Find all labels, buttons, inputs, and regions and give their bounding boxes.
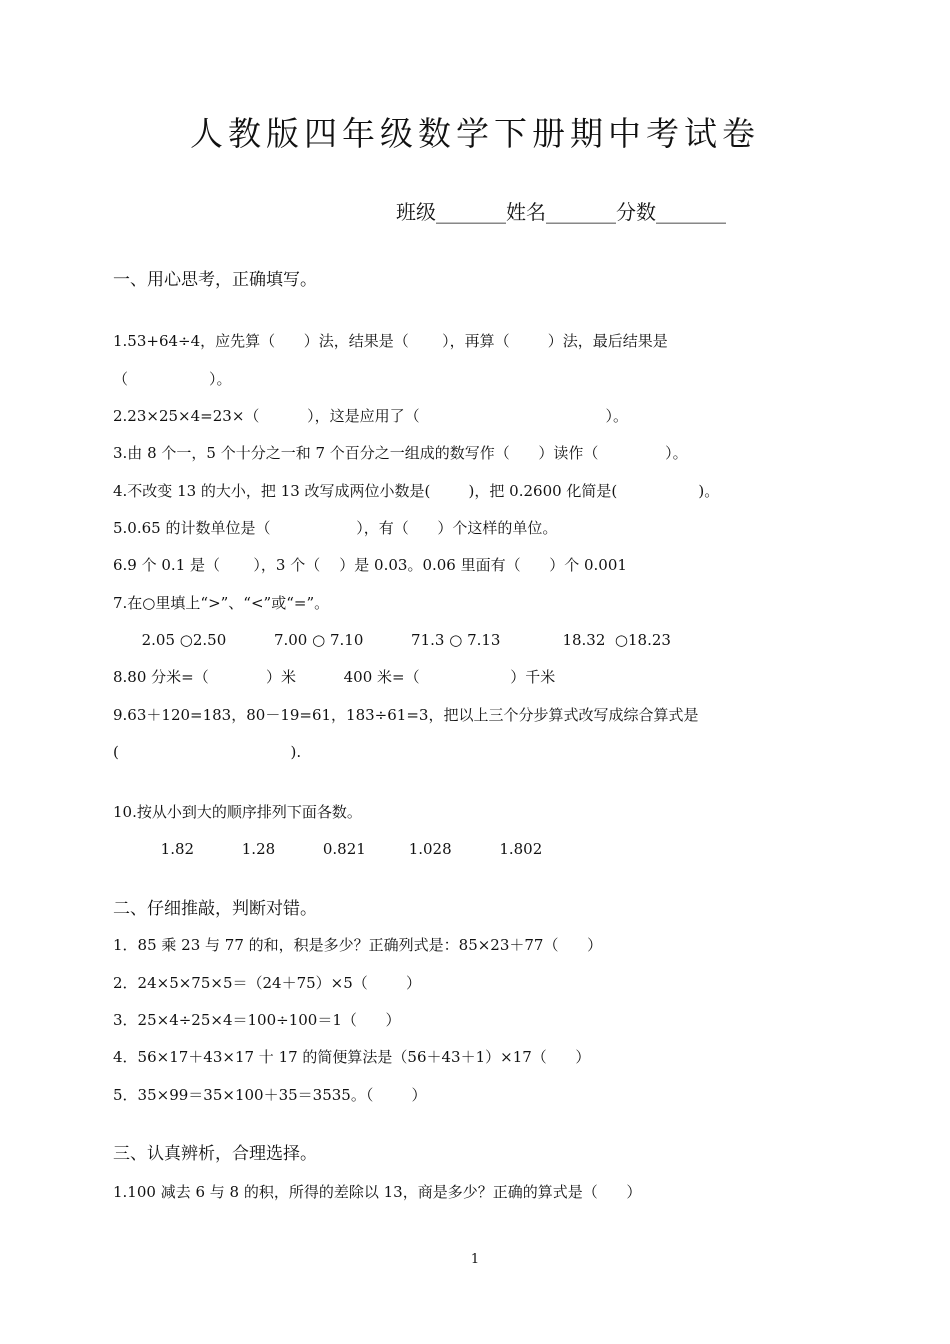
question-1-2: 2.23×25×4=23×（ ），这是应用了（ ）。 (113, 407, 629, 425)
question-1-7: 7.在○里填上“>”、“<”或“=”。 (113, 594, 330, 612)
section-1-heading: 一、用心思考，正确填写。 (113, 270, 317, 290)
question-1-9: 9.63＋120=183，80－19=61，183÷61=3，把以上三个分步算式改写成综合算式是 (113, 706, 699, 724)
question-2-4: 4．56×17＋43×17 十 17 的简便算法是（56＋43＋1）×17（ ） (113, 1048, 591, 1066)
section-3-heading: 三、认真辨析，合理选择。 (113, 1144, 317, 1164)
page-title: 人教版四年级数学下册期中考试卷 (190, 114, 760, 153)
student-info-line: 班级_______姓名_______分数_______ (396, 200, 726, 224)
question-2-1: 1．85 乘 23 与 77 的和，积是多少？正确列式是：85×23＋77（ ） (113, 936, 603, 954)
question-1-7-items: 2.05 ○2.50 7.00 ○ 7.10 71.3 ○ 7.13 18.32 ○18.23 (113, 631, 671, 649)
question-2-2: 2．24×5×75×5＝（24＋75）×5（ ） (113, 974, 421, 992)
question-1-3: 3.由 8 个一，5 个十分之一和 7 个百分之一组成的数写作（ ）读作（ ）。 (113, 444, 688, 462)
question-1-1: 1.53+64÷4，应先算（ ）法，结果是（ ），再算（ ）法，最后结果是 (113, 332, 668, 350)
section-2-heading: 二、仔细推敲，判断对错。 (113, 899, 317, 919)
question-1-10-numbers: 1.82 1.28 0.821 1.028 1.802 (113, 840, 543, 858)
question-1-10: 10.按从小到大的顺序排列下面各数。 (113, 803, 362, 821)
question-1-6: 6.9 个 0.1 是（ ），3 个（ ）是 0.03。0.06 里面有（ ）个 0.001 (113, 556, 627, 574)
question-1-5: 5.0.65 的计数单位是（ ），有（ ）个这样的单位。 (113, 519, 558, 537)
question-1-1-cont: （ ）。 (113, 370, 232, 388)
question-3-1: 1.100 减去 6 与 8 的积，所得的差除以 13，商是多少？正确的算式是（ ） (113, 1183, 642, 1201)
question-2-5: 5．35×99＝35×100＋35＝3535。（ ） (113, 1086, 427, 1104)
question-1-8: 8.80 分米=（ ）米 400 米=（ ）千米 (113, 668, 556, 686)
page-number: 1 (470, 1252, 480, 1267)
question-2-3: 3．25×4÷25×4＝100÷100＝1（ ） (113, 1011, 401, 1029)
question-1-9-cont: ( ). (113, 743, 302, 761)
question-1-4: 4.不改变 13 的大小，把 13 改写成两位小数是( )，把 0.2600 化简是( )。 (113, 482, 720, 500)
